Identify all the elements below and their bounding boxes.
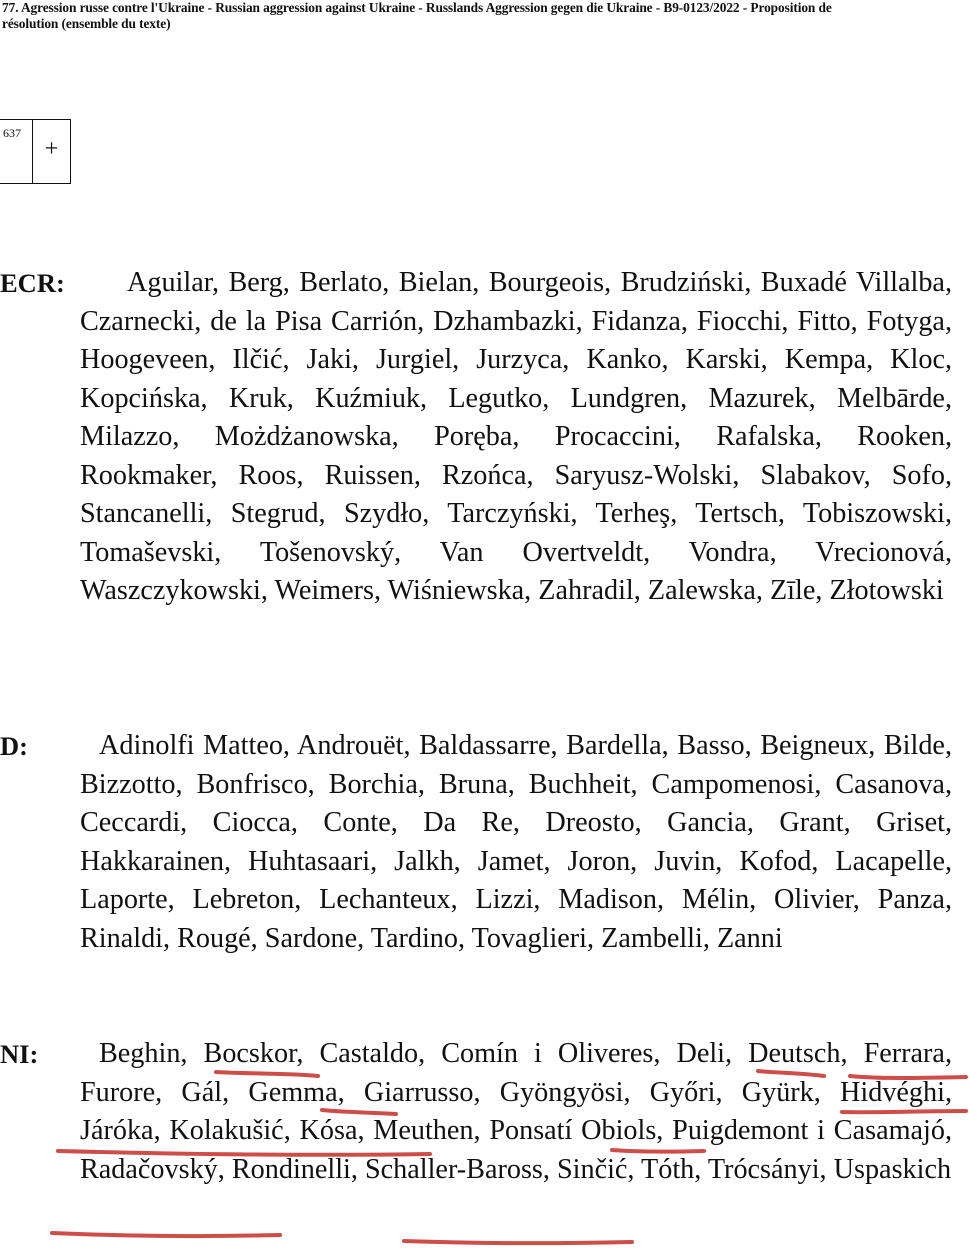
header-line-2: résolution (ensemble du texte) (2, 16, 171, 31)
vote-symbol: + (44, 136, 59, 162)
names-text-ecr: Aguilar, Berg, Berlato, Bielan, Bourgeois, Brudziński, Buxadé Villalba, Czarnecki, de la Pisa Carrión, Dzhambazki, Fidanza, Fiocchi, Fitto, Fotyga, Hoogeveen, Ilčić, Jaki, Jurgiel, Jurzyca, Kanko, Karski, Kempa, Kloc, Kopcińska, Kruk, Kuźmiuk, Legutko, Lundgren, Mazurek, Melbārde, Milazzo, Możdżanowska, Poręba, Procaccini, Rafalska, Rooken, Rookmaker, Roos, Ruissen, Rzońca, Saryusz-Wolski, Slabakov, Sofo, Stancanelli, Stegrud, Szydło, Tarczyński, Terheş, Tertsch, Tobiszowski, Tomaševski, Tošenovský, Van Overtveldt, Vondra, Vrecionová, Waszczykowski, Weimers, Wiśniewska, Zahradil, Zalewska, Zīle, Złotowski (80, 267, 952, 606)
vote-result-box (0, 119, 71, 184)
names-text-ni: Beghin, Bocskor, Castaldo, Comín i Oliveres, Deli, Deutsch, Ferrara, Furore, Gál, Gemma, Giarrusso, Gyöngyösi, Győri, Gyürk, Hidvéghi, Járóka, Kolakušić, Kósa, Meuthen, Ponsatí Obiols, Puigdemont i Casamajó, Radačovský, Rondinelli, Schaller-Baross, Sinčić, Tóth, Trócsányi, Uspaskich (80, 1038, 952, 1185)
vote-count: 637 (0, 120, 33, 183)
document-header (2, 0, 938, 32)
underline-schaller-baross (52, 1233, 280, 1236)
group-names-ecr (80, 264, 952, 611)
group-label-id: D: (0, 731, 28, 761)
group-names-ni (80, 1035, 952, 1189)
underline-toth-trocsanyi (404, 1241, 632, 1243)
group-label-ni: NI: (0, 1039, 39, 1069)
header-line-1: 77. Agression russe contre l'Ukraine - Russian aggression against Ukraine - Russlands Aggression gegen die Ukraine - B9-0123/2022 - Proposition de (2, 0, 832, 15)
names-text-id: Adinolfi Matteo, Androuët, Baldassarre, Bardella, Basso, Beigneux, Bilde, Bizzotto, Bonfrisco, Borchia, Bruna, Buchheit, Campomenosi, Casanova, Ceccardi, Ciocca, Conte, Da Re, Dreosto, Gancia, Grant, Griset, Hakkarainen, Huhtasaari, Jalkh, Jamet, Joron, Juvin, Kofod, Lacapelle, Laporte, Lebreton, Lechanteux, Lizzi, Madison, Mélin, Olivier, Panza, Rinaldi, Rougé, Sardone, Tardino, Tovaglieri, Zambelli, Zanni (80, 730, 952, 954)
group-label-ecr: ECR: (0, 268, 65, 298)
group-names-id (80, 727, 952, 958)
